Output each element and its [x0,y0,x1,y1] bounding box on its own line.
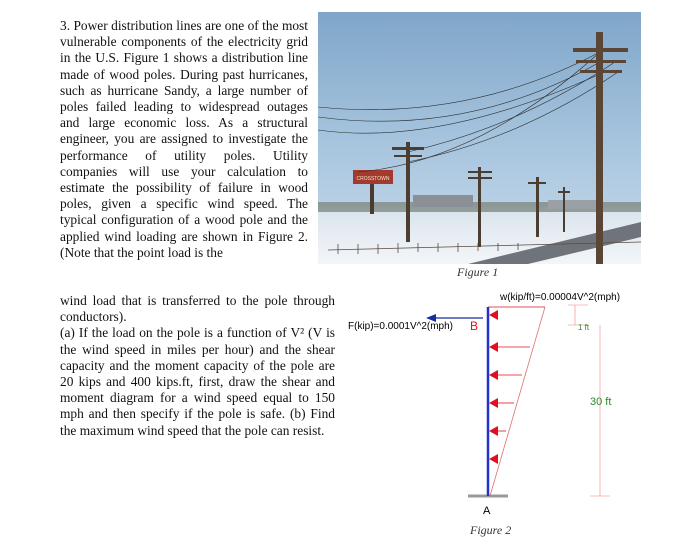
problem-text-narrow [60,18,308,261]
wood-pole [596,32,603,264]
crossarm [392,147,424,150]
figure-2-diagram [340,285,650,545]
figure-1-photo [318,12,641,264]
point-load-label: F(kip)=0.0001V^2(mph) [348,321,454,332]
dim-30ft-label: 30 ft [590,396,612,408]
crossarm [558,191,570,193]
figure-2-caption: Figure 2 [470,523,512,537]
crossarm [573,48,628,52]
crossarm [468,171,492,173]
crossarm [528,182,546,184]
problem-paragraph-wind-load: wind load that is transferred to the pole through conductors). [60,293,335,325]
problem-paragraph-1: 3. Power distribution lines are one of the most vulnerable components of the electricity grid in the U.S. Figure 1 shows a distribution line made of wood poles. During past hurricanes, such as hurricane Sandy, a large number of poles failed leading to widespread outages and large economic loss. As a structural engineer, you are assigned to investigate the performance of utility poles. Utility companies will use your calculation to estimate the possibility of failure in wood poles, given a specific wind speed. The typical configuration of a wood pole and the applied wind loading are shown in Figure 2. (Note that the point load is the [60,18,308,260]
utility-poles-photo [318,12,641,264]
problem-paragraph-part-a: (a) If the load on the pole is a function of V² (V is the wind speed in miles per hour) and the shear capacity and the moment capacity of the pole are 20 kips and 400 kips.ft, first, draw the shear and moment diagram for a wind speed equal to 150 mph and then specify if the pole is safe. (b) Find the maximum wind speed that the pole can resist. [60,325,335,438]
distributed-load-arrow-shafts [498,347,530,431]
dim-1ft-label: 1 ft [578,323,590,332]
crossarm [468,177,492,179]
figure-1-caption: Figure 1 [457,265,499,279]
crossarm [394,155,422,157]
sign-post [370,184,374,214]
load-slope [490,307,545,496]
distributed-load-label: w(kip/ft)=0.00004V^2(mph) [500,292,621,303]
crossarm [576,60,626,63]
point-b-label: B [470,319,479,333]
wood-pole [536,177,539,237]
crossarm [580,70,622,73]
building [413,195,473,207]
sign-text: CROSSTOWN [356,176,390,182]
point-a-label: A [483,505,491,517]
building [548,200,598,209]
problem-text-wide [60,293,335,439]
wood-pole [563,187,565,232]
distributed-load-arrows [489,310,498,464]
